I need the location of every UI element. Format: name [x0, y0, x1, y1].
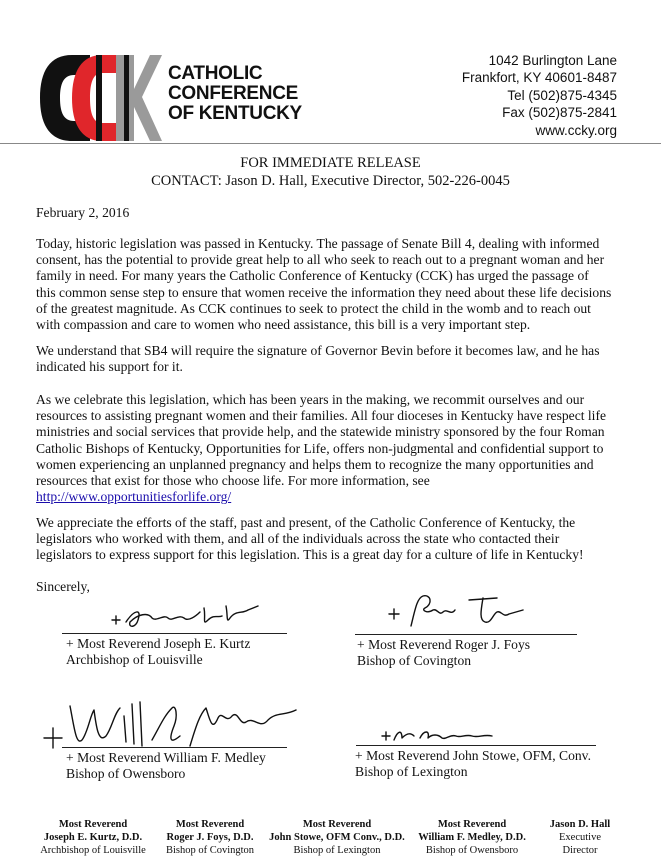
org-name-line1: CATHOLIC	[168, 63, 263, 84]
footer-stowe-line2: John Stowe, OFM Conv., D.D.	[269, 832, 405, 843]
address-tel: Tel (502)875-4345	[507, 87, 617, 103]
p4-line: We appreciate the efforts of the staff, past and present, of the Catholic Conference of Kentucky, the	[36, 515, 576, 530]
closing-salutation: Sincerely,	[36, 579, 90, 594]
address-city: Frankfort, KY 40601-8487	[461, 70, 617, 86]
paragraph-2	[36, 343, 636, 375]
opportunities-for-life-link[interactable]: http://www.opportunitiesforlife.org/	[36, 489, 232, 505]
footer-foys-line3: Bishop of Covington	[165, 845, 255, 856]
footer-medley-line1: Most Reverend	[437, 819, 507, 830]
signer-title-stowe: Bishop of Lexington	[355, 764, 468, 779]
footer-hall-line2: Executive	[559, 832, 601, 843]
p4-line: legislators who worked with them, and all of the individuals across the state who contacted their	[36, 531, 560, 547]
address-street: 1042 Burlington Lane	[488, 53, 617, 68]
address-fax: Fax (502)875-2841	[502, 105, 617, 121]
signer-name-stowe: + Most Reverend John Stowe, OFM, Conv.	[355, 748, 591, 763]
p1-line: with compassion and care to women who need assistance, this bill is a very important step.	[36, 317, 531, 333]
signer-title-kurtz: Archbishop of Louisville	[66, 652, 203, 667]
p3-line: As we celebrate this legislation, which has been years in the making, we recommit ourselves and our	[36, 392, 585, 407]
footer-stowe-line1: Most Reverend	[302, 819, 372, 830]
footer-foys-line2: Roger J. Foys, D.D.	[166, 832, 254, 843]
release-heading: FOR IMMEDIATE RELEASE	[240, 155, 421, 171]
p2-line: We understand that SB4 will require the signature of Governor Bevin before it becomes law, and he has	[36, 343, 600, 358]
kurtz-signature	[108, 600, 268, 632]
footer-kurtz	[30, 818, 156, 857]
signer-name-foys: + Most Reverend Roger J. Foys	[357, 637, 531, 652]
foys-signature	[385, 590, 535, 632]
footer-hall-line1: Jason D. Hall	[549, 819, 611, 830]
p1-line: Today, historic legislation was passed in Kentucky. The passage of Senate Bill 4, dealing with informed	[36, 236, 600, 251]
footer-medley-line3: Bishop of Owensboro	[425, 845, 519, 856]
signature-line-stowe	[356, 745, 596, 746]
p4-line: legislators to express support for this legislation. This is a great day for a culture of life in Kentucky!	[36, 547, 584, 563]
header-divider	[0, 143, 661, 144]
signer-title-foys: Bishop of Covington	[357, 653, 472, 668]
paragraph-1	[36, 236, 636, 333]
p3-line: ministries and social services that provide help, and the statewide ministry sponsored by the four Roman	[36, 424, 605, 440]
org-name-line2: CONFERENCE	[168, 83, 299, 104]
signature-line-medley	[62, 747, 287, 748]
footer-kurtz-line2: Joseph E. Kurtz, D.D.	[43, 832, 143, 843]
p1-line: this common sense step to ensure that women receive the information they need about these life decisions	[36, 284, 612, 300]
stowe-signature	[380, 726, 500, 746]
contact-line: CONTACT: Jason D. Hall, Executive Director, 502-226-0045	[151, 173, 510, 189]
footer-medley-line2: William F. Medley, D.D.	[418, 832, 526, 843]
footer-hall-line3: Director	[562, 845, 598, 856]
p3-line: resources to assisting pregnant women and their families. All four dioceses in Kentucky have respect life	[36, 408, 607, 424]
p1-line: family in need. For many years the Catholic Conference of Kentucky (CCK) has urged the passage of	[36, 268, 589, 284]
p3-line: resources that exist for those who choose life. For more information, see	[36, 473, 430, 489]
release-date: February 2, 2016	[36, 205, 130, 220]
signature-line-kurtz	[62, 633, 287, 634]
footer-foys-line1: Most Reverend	[175, 819, 245, 830]
p3-line: women experiencing an unplanned pregnancy and helps them to recognize the many opportunities and	[36, 456, 594, 472]
signature-line-foys	[355, 634, 577, 635]
p1-line: of the greatest magnitude. As CCK continues to seek to protect the child in the womb and to reach out	[36, 300, 591, 316]
cck-logo	[38, 53, 163, 143]
footer-stowe	[264, 818, 410, 857]
signer-title-medley: Bishop of Owensboro	[66, 766, 186, 781]
paragraph-3	[36, 392, 636, 505]
org-name-line3: OF KENTUCKY	[168, 103, 302, 124]
paragraph-4	[36, 515, 636, 564]
p2-line: indicated his support for it.	[36, 359, 183, 375]
signer-name-medley: + Most Reverend William F. Medley	[66, 750, 266, 765]
footer-medley	[412, 818, 532, 857]
footer-kurtz-line3: Archbishop of Louisville	[40, 845, 146, 856]
p1-line: consent, has the potential to provide great help to all who seek to reach out to a pregnant woman and her	[36, 252, 605, 268]
footer-hall	[534, 818, 626, 857]
address-website: www.ccky.org	[535, 122, 617, 138]
p3-line: Catholic Bishops of Kentucky, Opportunities for Life, offers non-judgmental and confidential support to	[36, 440, 604, 456]
signer-name-kurtz: + Most Reverend Joseph E. Kurtz	[66, 636, 251, 651]
organization-name	[168, 64, 302, 124]
address-block	[462, 52, 617, 139]
footer-stowe-line3: Bishop of Lexington	[293, 845, 381, 856]
footer-kurtz-line1: Most Reverend	[58, 819, 128, 830]
footer-foys	[156, 818, 264, 857]
